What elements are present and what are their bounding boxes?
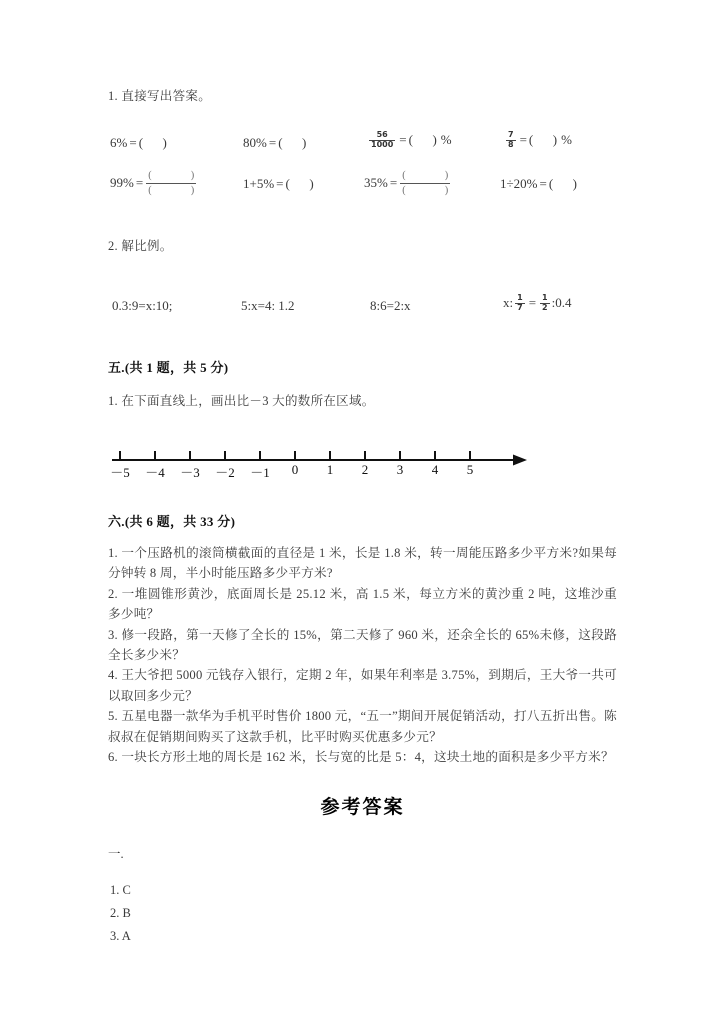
fraction-numerator: 1 [517,293,523,302]
word-problem-3: 3. 修一段路，第一天修了全长的 15%，第二天修了 960 米，还余全长的 65%未修，这段路全长多少米？ [108,627,617,662]
fill-blank-item-1 [110,135,167,151]
paren-fraction-numerator[interactable] [146,170,196,183]
equals-sign: = [268,135,277,150]
answers-group-label: 一. [108,847,124,861]
fill-blank-item-7 [364,170,451,196]
proportion-item-4 [503,294,572,313]
tick-label--1: －1 [250,465,270,480]
expr-part: :0.4 [551,295,572,311]
section-five-heading: 五.(共 1 题，共 5 分) [108,360,229,375]
expr-lhs: 99% [110,175,134,190]
answer-blank[interactable]: ( ) [408,132,437,148]
tick-label-3: 3 [396,462,404,477]
expr-lhs: 1÷20% [500,176,538,191]
fraction-denominator: 7 [517,302,523,312]
fill-blank-row-2 [108,170,618,204]
paren-open: ( [148,184,152,196]
fraction-1-7 [515,294,525,313]
word-problem-2: 2. 一堆圆锥形黄沙，底面周长是 25.12 米，高 1.5 米，每立方米的黄沙重 2 吨，这堆沙重多少吨？ [108,586,617,622]
number-line-labels [108,462,568,484]
fill-blank-item-8 [500,176,577,192]
word-problem-4: 4. 王大爷把 5000 元钱存入银行，定期 2 年，如果年利率是 3.75%，到期后，王大爷一共可以取回多少元？ [108,668,617,703]
paren-open: ( [402,170,406,181]
tick-label-1: 1 [326,462,334,477]
paren-open: ( [402,184,406,196]
equals-sign: = [528,295,537,311]
answer-blank[interactable]: ( ) [138,135,167,150]
paren-close: ) [190,184,195,196]
equals-sign: = [129,135,137,150]
section-five-question: 1. 在下面直线上，画出比－3 大的数所在区域。 [108,394,375,408]
fraction-56-1000 [369,131,395,150]
proportion-item-2: 5:x=4: 1.2 [241,298,295,313]
fill-blank-item-5 [110,170,197,196]
fill-blank-item-3 [367,131,452,150]
percent-sign: % [440,132,452,148]
word-problem-5: 5. 五星电器一款华为手机平时售价 1800 元，“五一”期间开展促销活动，打八五折出售。陈叔叔在促销期间购买了这款手机，比平时购买优惠多少元？ [108,709,617,744]
expr-lhs: 35% [364,175,388,190]
paren-close: ) [444,184,449,196]
answers-list [110,879,131,948]
word-problem-1: 1. 一个压路机的滚筒横截面的直径是 1 米，长是 1.8 米，转一周能压路多少平方米?如果每分钟转 8 周，半小时能压路多少平方米? [108,546,617,581]
answer-blank[interactable]: ( ) [285,176,314,191]
word-problem-6: 6. 一块长方形土地的周长是 162 米，长与宽的比是 5：4，这块土地的面积是多少平方米？ [108,749,614,764]
fraction-numerator: 56 [376,130,388,139]
percent-sign: % [561,132,572,148]
equals-sign: = [539,176,547,191]
paren-fraction-denominator[interactable] [146,183,196,197]
expr-part: x: [503,295,514,311]
fraction-denominator: 1000 [371,139,394,149]
paren-fraction-blank[interactable] [400,170,450,196]
fraction-numerator: 1 [542,293,548,302]
tick-label-4: 4 [431,462,439,477]
paren-fraction-blank[interactable] [146,170,196,196]
answer-item-1: 1. C [110,883,131,897]
fill-blank-prompt: 1. 直接写出答案。 [108,89,212,103]
equals-sign: = [519,132,527,148]
equals-sign: = [399,132,407,148]
fraction-7-8 [506,131,516,150]
paren-close: ) [190,170,195,181]
axis-ticks [120,451,470,460]
answer-item-2: 2. B [110,906,131,921]
tick-label-0: 0 [291,462,299,477]
answer-blank[interactable]: ( ) [548,176,577,191]
section-six-heading: 六.(共 6 题，共 33 分) [108,514,236,529]
fill-blank-row-1 [108,131,618,165]
equals-sign: = [135,175,144,190]
fraction-1-2 [540,294,550,313]
fill-blank-item-4 [504,131,572,150]
paren-fraction-numerator[interactable] [400,170,450,183]
answer-blank[interactable]: ( ) [278,135,307,150]
expr-lhs: 1+5% [243,176,275,191]
answer-blank[interactable]: ( ) [528,132,558,148]
paren-open: ( [148,170,152,181]
fraction-numerator: 7 [508,130,514,139]
tick-label--4: －4 [145,465,165,480]
answer-item-3: 3. A [110,929,131,944]
tick-label--2: －2 [215,465,235,480]
expr-lhs: 6% [110,135,128,150]
section-six-questions [108,543,617,767]
fill-blank-item-6 [243,176,314,192]
equals-sign: = [389,175,398,190]
proportions-prompt: 2. 解比例。 [108,239,173,253]
tick-label--3: －3 [180,465,200,480]
proportion-item-1: 0.3:9=x:10; [112,298,173,313]
expr-lhs: 80% [243,135,267,150]
equals-sign: = [276,176,284,191]
fraction-denominator: 2 [542,302,548,312]
proportions-row [108,294,618,328]
fraction-denominator: 8 [508,139,514,149]
tick-label--5: －5 [110,465,130,480]
fill-blank-item-2 [243,135,306,151]
proportion-item-3: 8:6=2:x [370,298,411,313]
paren-close: ) [444,170,449,181]
number-line [108,438,618,494]
tick-label-2: 2 [361,462,369,477]
answers-title: 参考答案 [320,797,405,818]
paren-fraction-denominator[interactable] [400,183,450,197]
tick-label-5: 5 [466,462,474,477]
